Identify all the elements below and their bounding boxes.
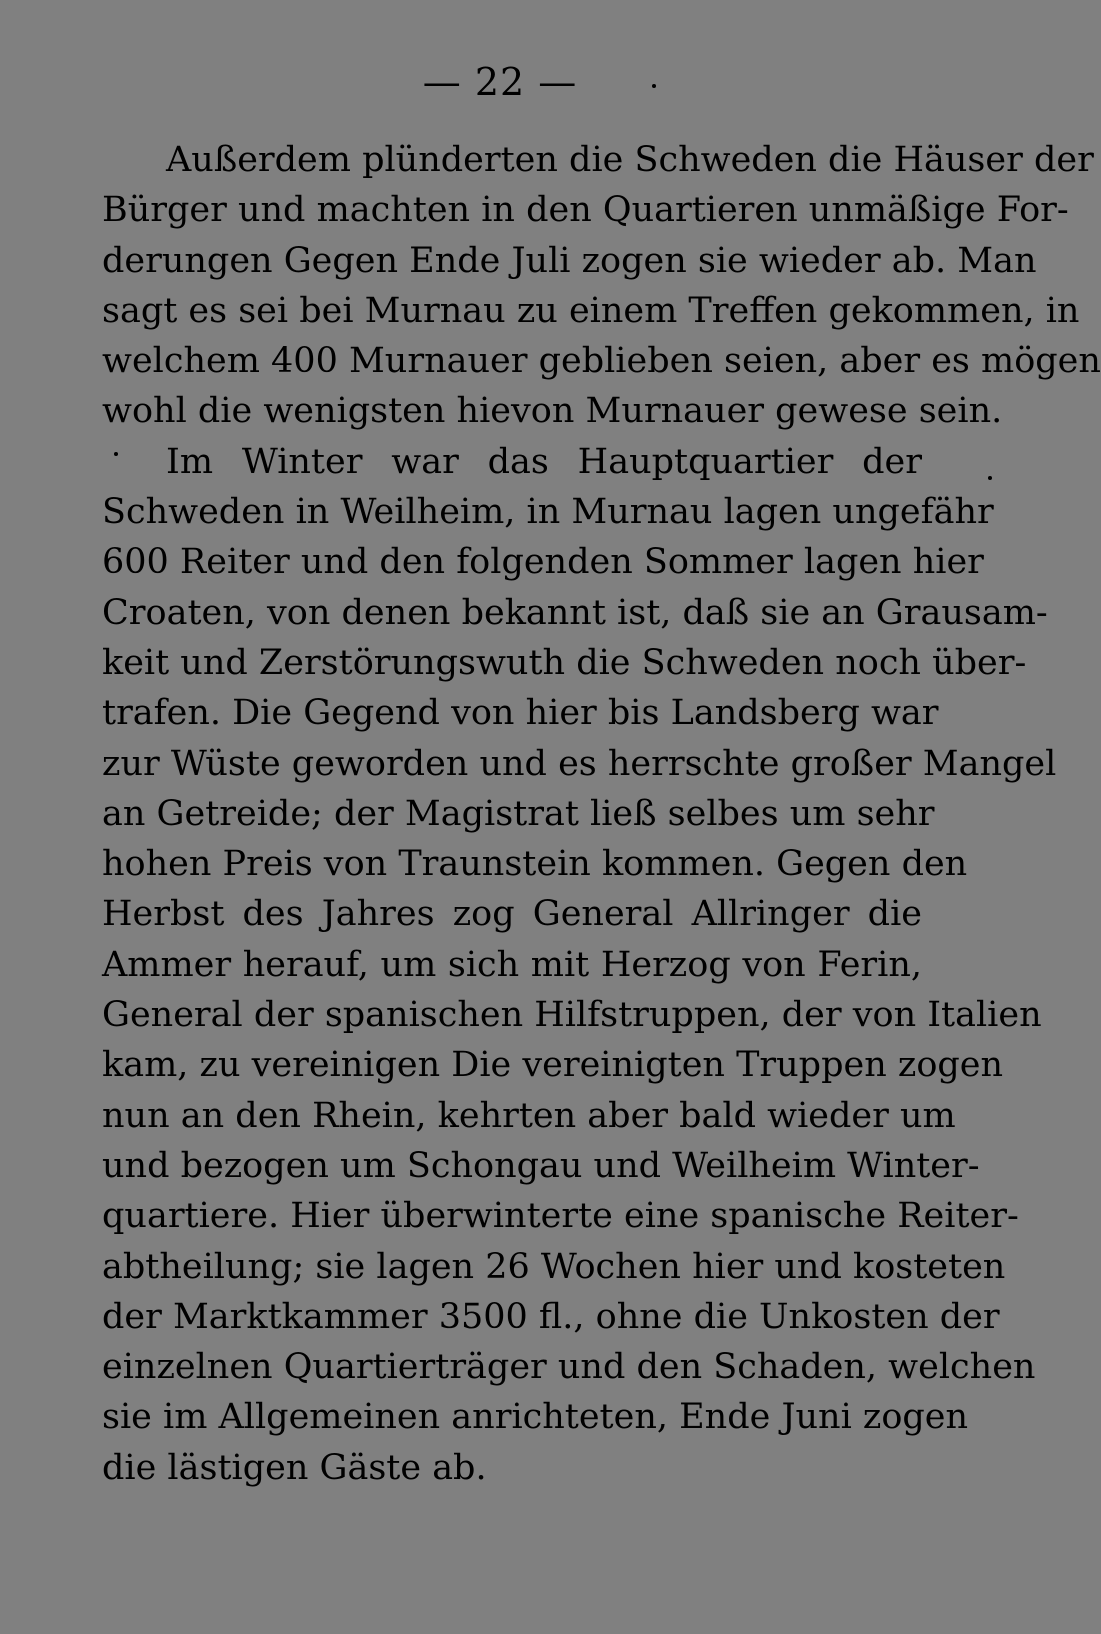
text-line: keit und Zerstörungswuth die Schweden noch über- [102,642,1027,683]
text-line: hohen Preis von Traunstein kommen. Gegen den [102,844,968,885]
text-line: welchem 400 Murnauer geblieben seien, aber es mögen [102,341,1101,382]
text-line: Croaten, von denen bekannt ist, daß sie an Grausam- [102,592,1048,633]
text-line: nun an den Rhein, kehrten aber bald wieder um [102,1095,956,1136]
text-line: an Getreide; der Magistrat ließ selbes um sehr [102,793,935,834]
text-line: kam, zu vereinigen Die vereinigten Truppen zogen [102,1045,1004,1086]
text-line: Außerdem plünderten die Schweden die Häuser der [166,140,1094,180]
text-line: die lästigen Gäste ab. [102,1447,487,1488]
text-line: Ammer herauf, um sich mit Herzog von Ferin, [102,944,922,985]
text-line: der Marktkammer 3500 fl., ohne die Unkosten der [102,1296,1000,1337]
text-line: quartiere. Hier überwinterte eine spanische Reiter- [102,1196,1019,1237]
scan-speck [988,476,992,480]
scan-speck [652,84,656,88]
text-line: trafen. Die Gegend von hier bis Landsberg war [102,693,939,734]
text-line: General der spanischen Hilfstruppen, der von Italien [102,995,1042,1036]
text-line: Schweden in Weilheim, in Murnau lagen ungefähr [102,492,994,533]
text-line: sie im Allgemeinen anrichteten, Ende Juni zogen [102,1397,969,1438]
text-line: sagt es sei bei Murnau zu einem Treffen gekommen, in [102,290,1080,331]
text-line: 600 Reiter und den folgenden Sommer lagen hier [102,542,984,583]
text-line: abtheilung; sie lagen 26 Wochen hier und kosteten [102,1246,1006,1287]
text-line: derungen Gegen Ende Juli zogen sie wieder ab. Man [102,240,1037,281]
text-line: einzelnen Quartierträger und den Schaden, welchen [102,1347,1036,1388]
text-line: und bezogen um Schongau und Weilheim Winter- [102,1145,980,1186]
text-line: Im Winter war das Hauptquartier der [166,441,922,482]
body-text [102,135,1101,1493]
text-line: wohl die wenigsten hievon Murnauer gewese sein. [102,391,1003,432]
scan-speck [114,452,118,456]
text-line: Bürger und machten in den Quartieren unmäßige For- [102,190,1069,231]
text-line: zur Wüste geworden und es herrschte großer Mangel [102,743,1057,784]
page-number-header: — 22 — [422,60,578,104]
text-line: Herbst des Jahres zog General Allringer die [102,894,922,935]
